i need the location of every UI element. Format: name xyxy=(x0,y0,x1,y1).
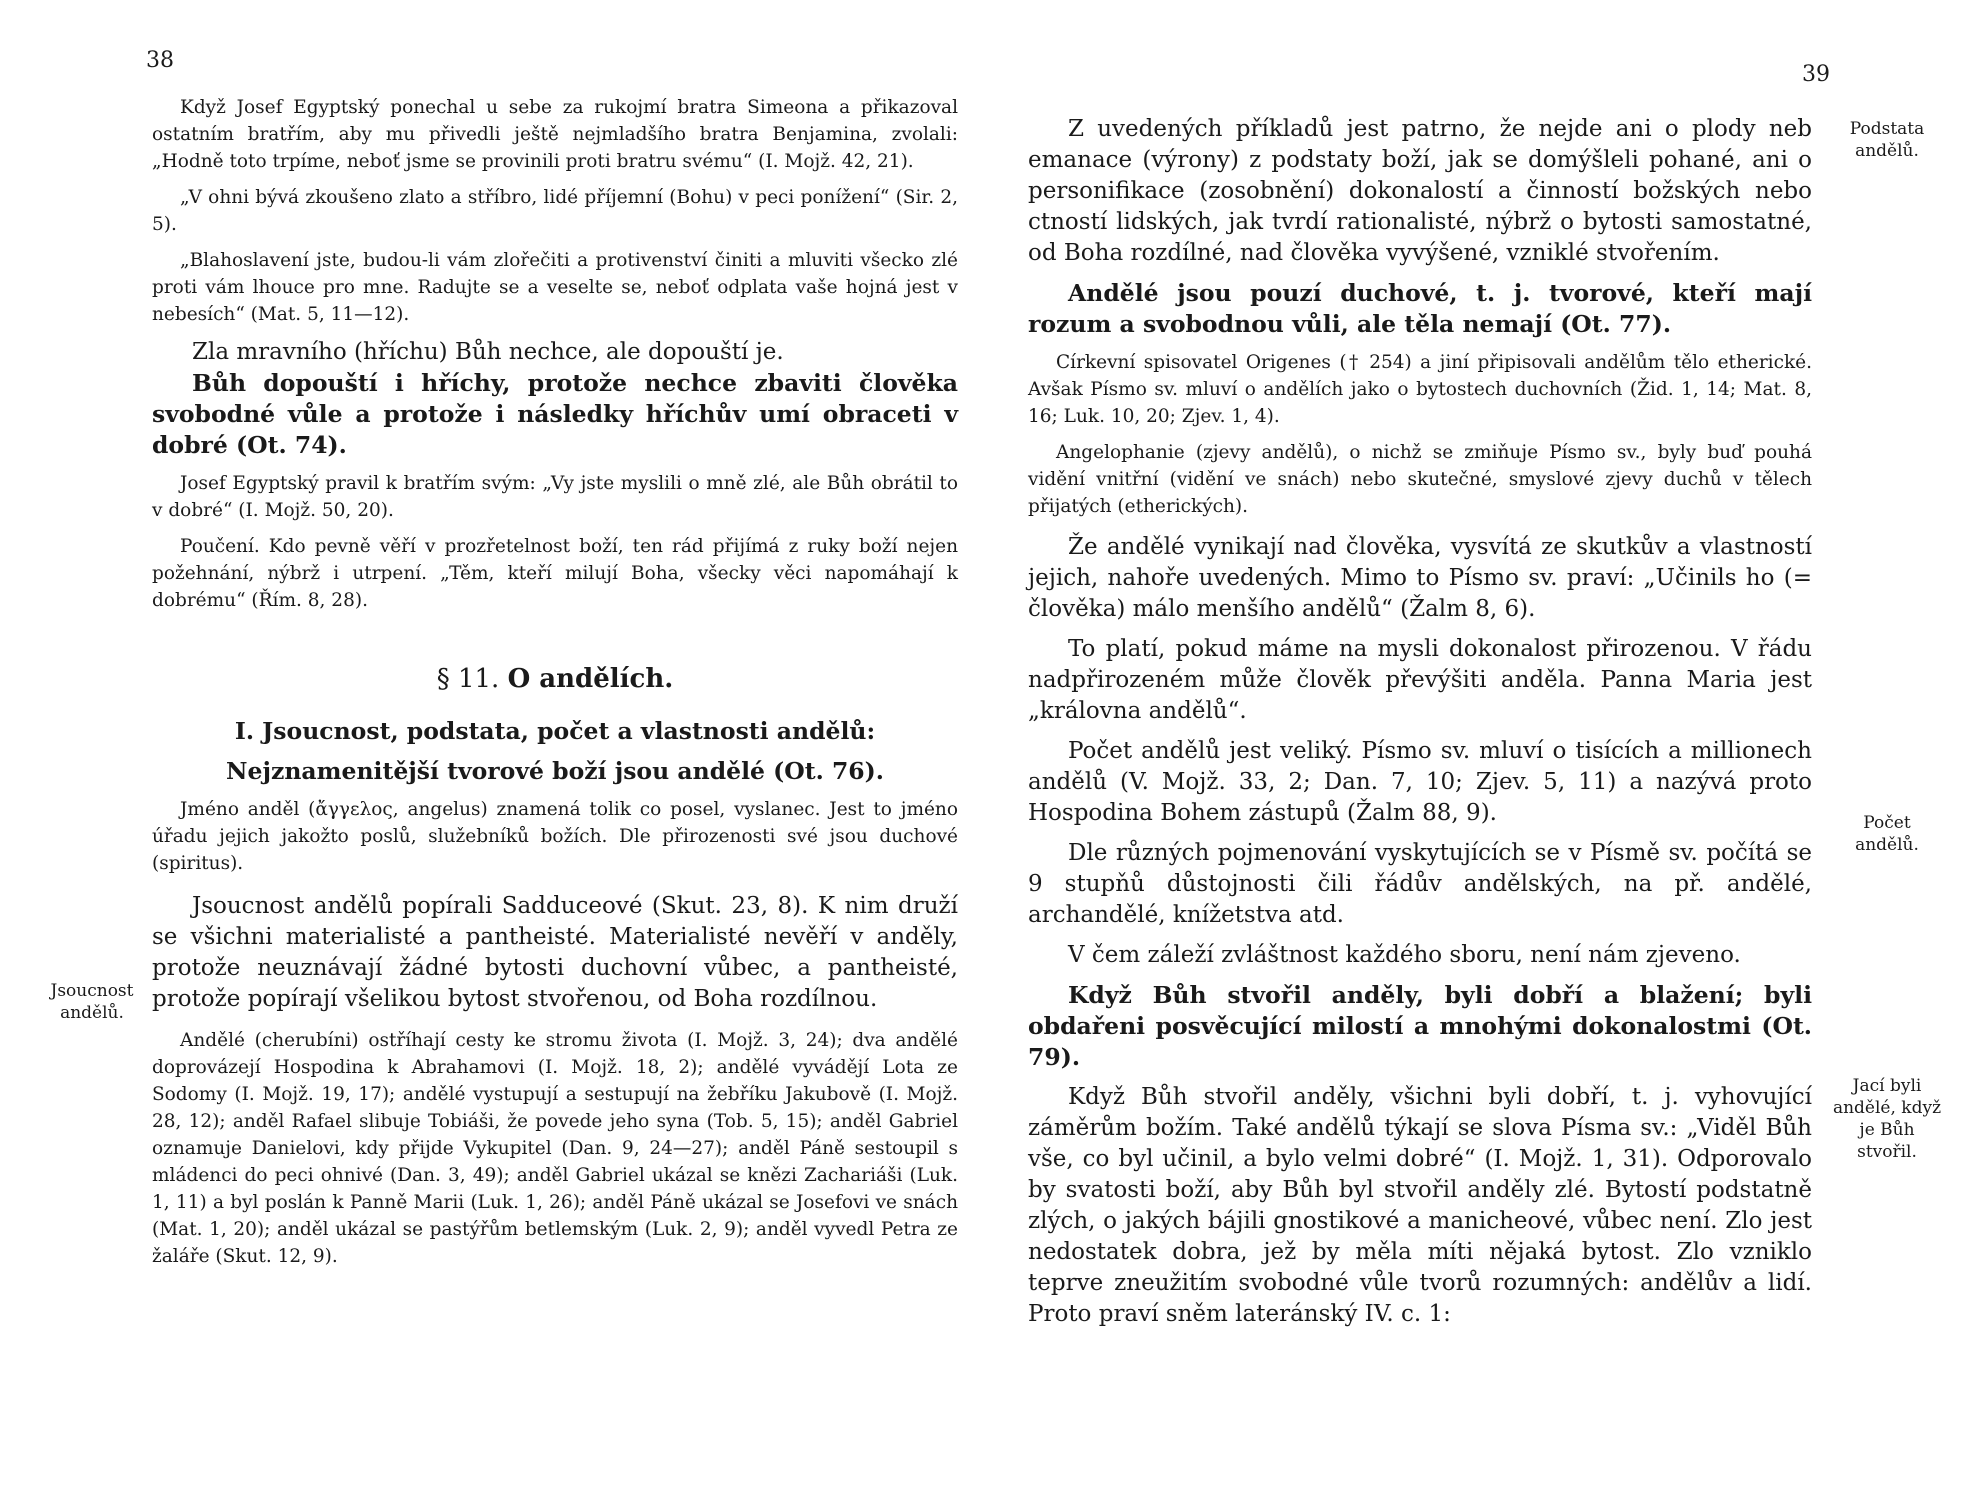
page-number-right: 39 xyxy=(1802,62,1830,87)
right-text-column xyxy=(1028,114,1812,1330)
paragraph: V čem záleží zvláštnost každého sboru, není nám zjeveno. xyxy=(1068,942,1741,968)
paragraph: Josef Egyptský pravil k bratřím svým: „Vy jste myslili o mně zlé, ale Bůh obrátil to v dobré“ (I. Mojž. 50, 20). xyxy=(152,473,958,521)
paragraph: Zla mravního (hříchu) Bůh nechce, ale dopouští je. xyxy=(192,339,784,365)
section-prefix: § 11. xyxy=(436,664,500,694)
paragraph: Když Josef Egyptský ponechal u sebe za rukojmí bratra Simeona a přikazoval ostatním bratřím, aby mu přivedli ještě nejmladšího bratra Benjamina, zvolali: „Hodně toto trpíme, neboť jsme se provinili proti bratru svému“ (I. Mojž. 42, 21). xyxy=(152,97,958,172)
bold-thesis: Když Bůh stvořil anděly, byli dobří a blažení; byli obdařeni posvěcující milostí a mnohými dokonalostmi (Ot. 79). xyxy=(1028,981,1812,1071)
paragraph: Jsoucnost andělů popírali Sadduceové (Skut. 23, 8). K nim druží se všichni materialisté a pantheisté. Materialisté nevěří v anděly, protože neuznávají žádné bytosti duchovní vůbec, a pantheisté, protože popírají všelikou bytost stvořenou, od Boha rozdílnou. xyxy=(152,893,958,1012)
bold-thesis: Andělé jsou pouzí duchové, t. j. tvorové, kteří mají rozum a svobodnou vůli, ale těla nemají (Ot. 77). xyxy=(1028,279,1812,338)
section-title: O andělích. xyxy=(507,664,674,694)
subsection-heading: I. Jsoucnost, podstata, počet a vlastnosti andělů: xyxy=(234,717,876,745)
paragraph: Jméno anděl (ἄγγελος, angelus) znamená tolik co posel, vyslanec. Jest to jméno úřadu jejich jakožto poslů, služebníků božích. Dle přirozenosti své jsou duchové (spiritus). xyxy=(152,799,958,874)
paragraph: Počet andělů jest veliký. Písmo sv. mluví o tisících a millionech andělů (V. Mojž. 33, 2; Dan. 7, 10; Zjev. 5, 11) a nazývá proto Hospodina Bohem zástupů (Žalm 88, 9). xyxy=(1028,738,1812,826)
paragraph: Když Bůh stvořil anděly, všichni byli dobří, t. j. vyhovující záměrům božím. Také andělů týkají se slova Písma sv.: „Viděl Bůh vše, co byl učinil, a bylo velmi dobré“ (I. Mojž. 1, 31). Odporovalo by svatosti boží, aby Bůh byl stvořil anděly zlé. Bytostí podstatně zlých, o jakých bájili gnostikové a manicheové, vůbec není. Zlo jest nedostatek dobra, jež by měla míti nějaká bytost. Zlo vzniklo teprve zneužitím svobodné vůle tvorů rozumných: andělův a lidí. Proto praví sněm lateránský IV. c. 1: xyxy=(1028,1084,1812,1327)
bold-thesis: Nejznamenitější tvorové boží jsou andělé (Ot. 76). xyxy=(226,757,884,785)
bold-thesis: Bůh dopouští i hříchy, protože nechce zbaviti člověka svobodné vůle a protože i následky hříchův umí obraceti v dobré (Ot. 74). xyxy=(152,369,958,459)
paragraph: To platí, pokud máme na mysli dokonalost přirozenou. V řádu nadpřirozeném může člověk převýšiti anděla. Panna Maria jest „královna andělů“. xyxy=(1028,636,1812,724)
margin-note: Počet andělů. xyxy=(1855,813,1919,855)
paragraph: Z uvedených příkladů jest patrno, že nejde ani o plody neb emanace (výrony) z podstaty boží, jak se domýšleli pohané, ani o personifikace (zosobnění) dokonalostí a činností božských nebo ctností lidských, jak tvrdí rationalisté, nýbrž o bytosti samostatné, od Boha rozdílné, nad člověka vyvýšené, vzniklé stvořením. xyxy=(1028,116,1812,266)
left-text-column xyxy=(152,94,958,1270)
right-page xyxy=(990,0,1980,1500)
paragraph: „V ohni bývá zkoušeno zlato a stříbro, lidé příjemní (Bohu) v peci ponížení“ (Sir. 2, 5). xyxy=(152,187,958,235)
paragraph: Církevní spisovatel Origenes († 254) a jiní připisovali andělům tělo etherické. Avšak Písmo sv. mluví o andělích jako o bytostech duchovních (Žid. 1, 14; Mat. 8, 16; Luk. 10, 20; Zjev. 1, 4). xyxy=(1028,352,1812,427)
margin-note: Jsoucnost andělů. xyxy=(50,981,134,1023)
page-number-left: 38 xyxy=(146,48,174,73)
paragraph: „Blahoslavení jste, budou-li vám zlořečiti a protivenství činiti a mluviti všecko zlé proti vám lhouce pro mne. Radujte se a veselte se, neboť odplata vaše hojná jest v nebesích“ (Mat. 5, 11—12). xyxy=(152,250,958,325)
paragraph: Poučení. Kdo pevně věří v prozřetelnost boží, ten rád přijímá z ruky boží nejen požehnání, nýbrž i utrpení. „Těm, kteří milují Boha, všecky věci napomáhají k dobrému“ (Řím. 8, 28). xyxy=(152,536,958,611)
margin-note: Jací byli andělé, když je Bůh stvořil. xyxy=(1832,1076,1942,1162)
paragraph: Angelophanie (zjevy andělů), o nichž se zmiňuje Písmo sv., byly buď pouhá vidění vnitřní (vidění ve snách) nebo skutečné, smyslové zjevy duchů v tělech přijatých (etherických). xyxy=(1028,442,1812,517)
paragraph: Že andělé vynikají nad člověka, vysvítá ze skutkův a vlastností jejich, nahoře uvedených. Mimo to Písmo sv. praví: „Učinils ho (= člověka) málo menšího andělů“ (Žalm 8, 6). xyxy=(1028,534,1812,622)
paragraph: Dle různých pojmenování vyskytujících se v Písmě sv. počítá se 9 stupňů důstojnosti čili řádův andělských, na př. andělé, archandělé, knížetstva atd. xyxy=(1028,840,1812,928)
margin-note: Podstata andělů. xyxy=(1849,119,1925,161)
paragraph: Andělé (cherubíni) ostříhají cesty ke stromu života (I. Mojž. 3, 24); dva andělé doprovázejí Hospodina k Abrahamovi (I. Mojž. 18, 2); andělé vyvádějí Lota ze Sodomy (I. Mojž. 19, 17); andělé vystupují a sestupují na žebříku Jakubově (I. Mojž. 28, 12); anděl Rafael slibuje Tobiáši, že povede jeho syna (Tob. 5, 15); anděl Gabriel oznamuje Danielovi, kdy přijde Vykupitel (Dan. 9, 24—27); anděl Páně sestoupil s mládenci do peci ohnivé (Dan. 3, 49); anděl Gabriel ukázal se knězi Zachariáši (Luk. 1, 11) a byl poslán k Panně Marii (Luk. 1, 26); anděl Páně ukázal se Josefovi ve snách (Mat. 1, 20); anděl ukázal se pastýřům betlemským (Luk. 2, 9); anděl vyvedl Petra ze žaláře (Skut. 12, 9). xyxy=(152,1030,958,1267)
section-heading xyxy=(152,664,958,694)
